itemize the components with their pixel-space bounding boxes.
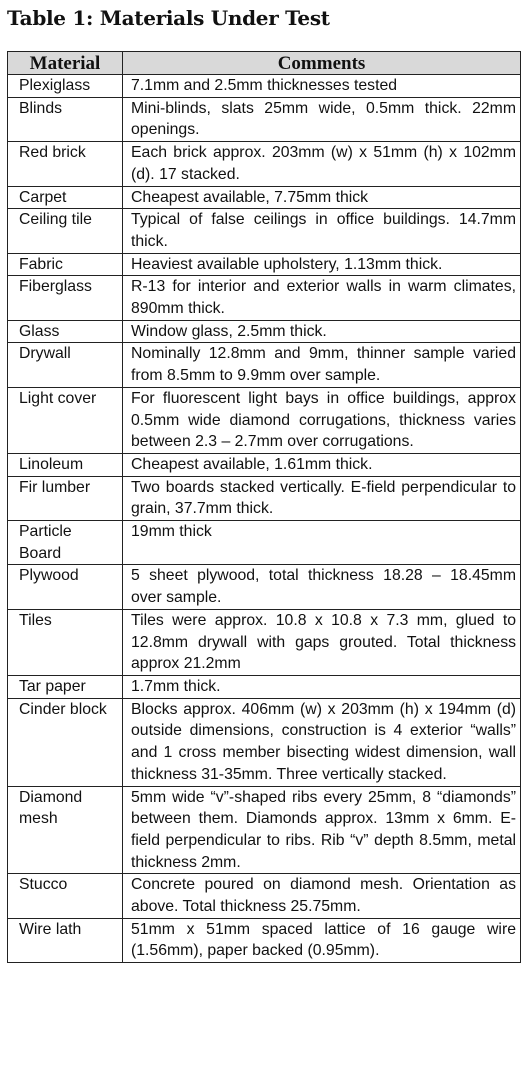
- comments-cell: Mini-blinds, slats 25mm wide, 0.5mm thick. 22mm openings.: [123, 97, 521, 141]
- material-cell: Glass: [8, 320, 123, 343]
- material-cell: Red brick: [8, 142, 123, 186]
- material-cell: Light cover: [8, 387, 123, 453]
- material-cell: Ceiling tile: [8, 209, 123, 253]
- table-row: [8, 565, 521, 609]
- comments-cell: 7.1mm and 2.5mm thicknesses tested: [123, 75, 521, 98]
- table-row: [8, 698, 521, 786]
- comments-cell: Concrete poured on diamond mesh. Orientation as above. Total thickness 25.75mm.: [123, 874, 521, 918]
- comments-cell: 51mm x 51mm spaced lattice of 16 gauge wire (1.56mm), paper backed (0.95mm).: [123, 918, 521, 962]
- material-cell: Fabric: [8, 253, 123, 276]
- material-cell: Fiberglass: [8, 276, 123, 320]
- table-row: [8, 253, 521, 276]
- header-comments: Comments: [123, 52, 521, 75]
- material-cell: Stucco: [8, 874, 123, 918]
- comments-cell: 5mm wide “v”-shaped ribs every 25mm, 8 “diamonds” between them. Diamonds approx. 13mm x 6mm. E-field perpendicular to ribs. Rib “v” depth 8.5mm, metal thickness 2mm.: [123, 786, 521, 874]
- comments-cell: Two boards stacked vertically. E-field perpendicular to grain, 37.7mm thick.: [123, 476, 521, 520]
- comments-cell: Cheapest available, 7.75mm thick: [123, 186, 521, 209]
- table-row: [8, 918, 521, 962]
- table-row: [8, 97, 521, 141]
- table-row: [8, 343, 521, 387]
- material-cell: Carpet: [8, 186, 123, 209]
- table-title: Table 1: Materials Under Test: [7, 6, 330, 30]
- comments-cell: Each brick approx. 203mm (w) x 51mm (h) x 102mm (d). 17 stacked.: [123, 142, 521, 186]
- table-row: [8, 209, 521, 253]
- material-cell: Fir lumber: [8, 476, 123, 520]
- comments-cell: R-13 for interior and exterior walls in warm climates, 890mm thick.: [123, 276, 521, 320]
- materials-table: [7, 51, 521, 963]
- comments-cell: Window glass, 2.5mm thick.: [123, 320, 521, 343]
- material-cell: Blinds: [8, 97, 123, 141]
- table-row: [8, 786, 521, 874]
- comments-cell: Heaviest available upholstery, 1.13mm thick.: [123, 253, 521, 276]
- table-row: [8, 186, 521, 209]
- header-material: Material: [8, 52, 123, 75]
- table-body: [8, 75, 521, 963]
- table-row: [8, 142, 521, 186]
- material-cell: Drywall: [8, 343, 123, 387]
- table-row: [8, 453, 521, 476]
- comments-cell: Typical of false ceilings in office buildings. 14.7mm thick.: [123, 209, 521, 253]
- table-row: [8, 276, 521, 320]
- header-row: [8, 52, 521, 75]
- material-cell: Diamond mesh: [8, 786, 123, 874]
- comments-cell: 19mm thick: [123, 521, 521, 565]
- table-row: [8, 387, 521, 453]
- material-cell: Tar paper: [8, 675, 123, 698]
- comments-cell: 1.7mm thick.: [123, 675, 521, 698]
- table-row: [8, 874, 521, 918]
- comments-cell: Nominally 12.8mm and 9mm, thinner sample varied from 8.5mm to 9.9mm over sample.: [123, 343, 521, 387]
- material-cell: Wire lath: [8, 918, 123, 962]
- table-row: [8, 609, 521, 675]
- comments-cell: Tiles were approx. 10.8 x 10.8 x 7.3 mm, glued to 12.8mm drywall with gaps grouted. Total thickness approx 21.2mm: [123, 609, 521, 675]
- table-row: [8, 675, 521, 698]
- comments-cell: Blocks approx. 406mm (w) x 203mm (h) x 194mm (d) outside dimensions, construction is 4 exterior “walls” and 1 cross member bisecting widest dimension, wall thickness 31-35mm. Three vertically stacked.: [123, 698, 521, 786]
- table-row: [8, 476, 521, 520]
- table-row: [8, 75, 521, 98]
- material-cell: Tiles: [8, 609, 123, 675]
- comments-cell: For fluorescent light bays in office buildings, approx 0.5mm wide diamond corrugations, thickness varies between 2.3 – 2.7mm over corrugations.: [123, 387, 521, 453]
- material-cell: Cinder block: [8, 698, 123, 786]
- material-cell: Plywood: [8, 565, 123, 609]
- table-row: [8, 320, 521, 343]
- material-cell: Linoleum: [8, 453, 123, 476]
- material-cell: Plexiglass: [8, 75, 123, 98]
- material-cell: Particle Board: [8, 521, 123, 565]
- comments-cell: 5 sheet plywood, total thickness 18.28 – 18.45mm over sample.: [123, 565, 521, 609]
- comments-cell: Cheapest available, 1.61mm thick.: [123, 453, 521, 476]
- table-row: [8, 521, 521, 565]
